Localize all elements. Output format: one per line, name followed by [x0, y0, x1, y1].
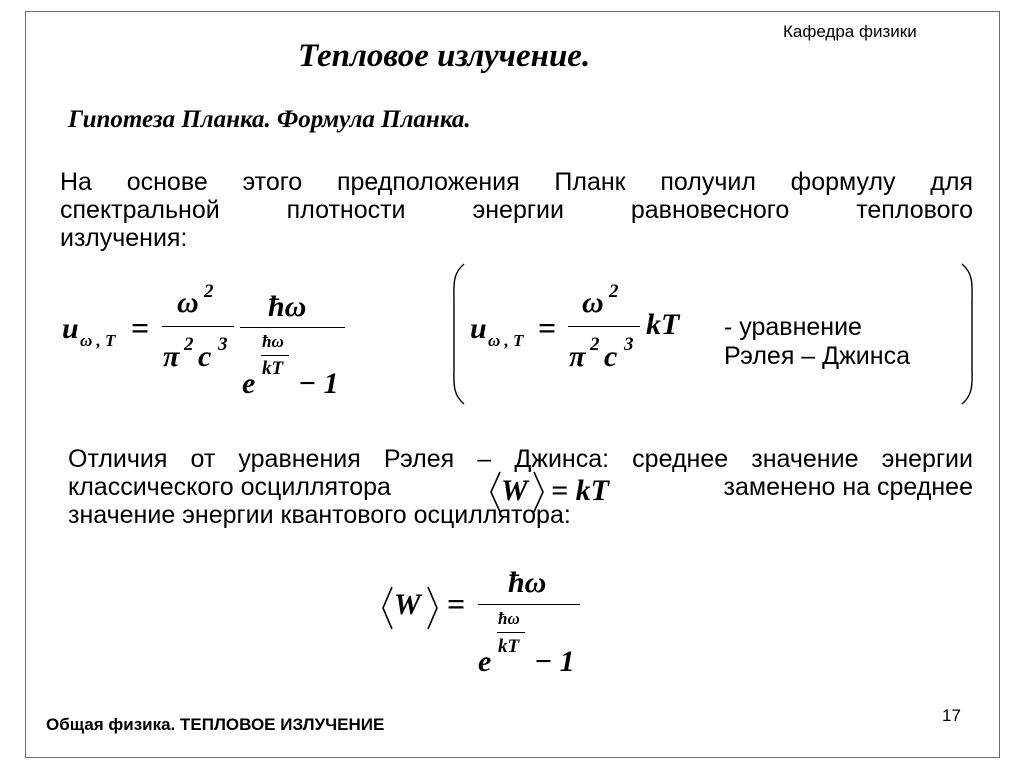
formula-equals: =	[447, 586, 466, 622]
formula-symbol: ħω	[268, 290, 307, 323]
department-label: Кафедра физики	[783, 22, 917, 41]
formula-superscript: 3	[624, 334, 634, 355]
formula-symbol: c	[198, 340, 212, 373]
formula-superscript: 2	[609, 281, 619, 302]
paragraph-intro	[60, 168, 973, 252]
formula-symbol: ħω	[262, 332, 284, 351]
page-number: 17	[942, 706, 961, 725]
paragraph-fragment: заменено на среднее	[723, 473, 973, 501]
formula-superscript: 2	[590, 334, 600, 355]
formula-equals: =	[538, 310, 557, 346]
formula-symbol: π	[569, 340, 586, 373]
formula-symbol: ω	[582, 286, 604, 319]
formula-symbol: − 1	[298, 367, 339, 400]
paragraph-line: На основе этого предположения Планк получил формулу для	[60, 168, 973, 196]
formula-superscript: 3	[218, 334, 228, 355]
formula-superscript: 2	[184, 334, 194, 355]
formula-symbol: ω	[177, 286, 199, 319]
slide-subtitle: Гипотеза Планка. Формула Планка.	[68, 106, 471, 133]
footer-course: Общая физика. ТЕПЛОВОЕ ИЗЛУЧЕНИЕ	[46, 715, 385, 734]
formula-symbol: = kT	[551, 474, 609, 507]
fraction-line	[478, 604, 580, 605]
label-line: Рэлея – Джинса	[724, 342, 910, 370]
formula-subscript: ω , T	[488, 331, 524, 350]
paragraph-fragment: классического осциллятора	[68, 473, 391, 501]
formula-symbol: W	[394, 588, 421, 621]
formula-symbol: − 1	[534, 645, 575, 678]
paragraph-line: излучения:	[60, 224, 188, 252]
formula-symbol: e	[478, 645, 492, 678]
formula-symbol: kT	[646, 308, 680, 341]
rayleigh-jeans-label	[724, 313, 910, 371]
formula-superscript: 2	[204, 281, 214, 302]
formula-symbol: u	[470, 312, 487, 345]
paragraph-line: Отличия от уравнения Рэлея – Джинса: среднее значение энергии	[68, 445, 973, 473]
formula-superscript: kT	[262, 358, 284, 379]
slide-title: Тепловое излучение.	[298, 38, 591, 74]
formula-symbol: ħω	[498, 609, 520, 628]
fraction-line	[261, 355, 289, 356]
formula-symbol: c	[604, 340, 618, 373]
formula-symbol: ħω	[508, 566, 547, 599]
formula-symbol: W	[501, 474, 528, 507]
fraction-line	[162, 326, 234, 327]
formula-equals: =	[131, 310, 150, 346]
fraction-line	[240, 327, 345, 328]
formula-symbol: π	[163, 340, 180, 373]
label-line: - уравнение	[724, 313, 862, 341]
formula-subscript: ω , T	[80, 331, 116, 350]
formula-symbol: u	[62, 312, 79, 345]
paragraph-line: спектральной плотности энергии равновесного теплового	[60, 196, 973, 224]
fraction-line	[568, 326, 640, 327]
fraction-line	[497, 632, 525, 633]
formula-symbol: e	[242, 367, 256, 400]
formula-superscript: kT	[498, 636, 520, 657]
paragraph-line: значение энергии квантового осциллятора:	[68, 501, 571, 529]
